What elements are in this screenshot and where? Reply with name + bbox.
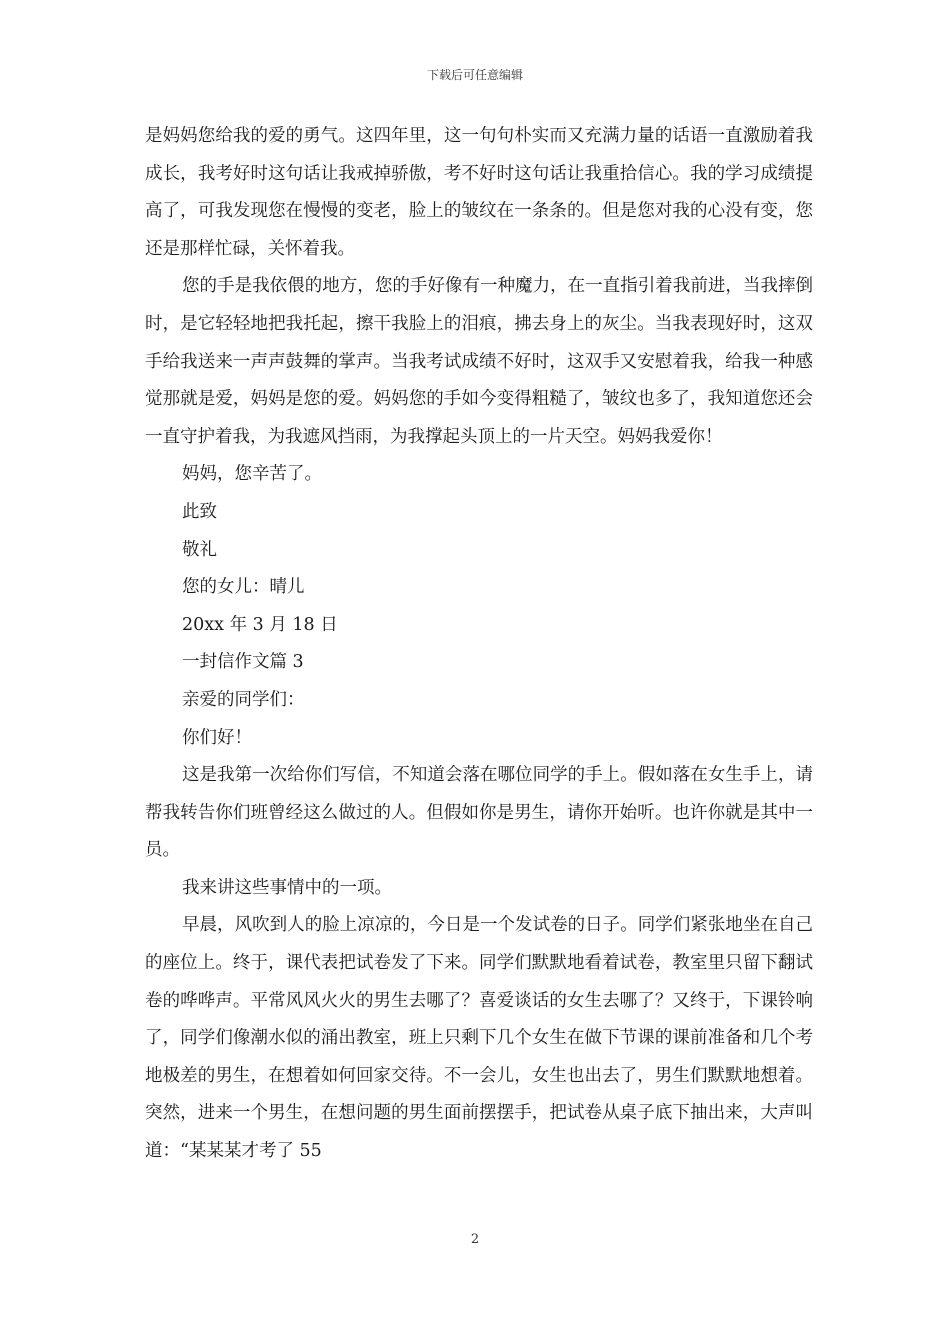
paragraph: 我来讲这些事情中的一项。: [182, 877, 392, 898]
paragraph: 您的手是我依偎的地方，您的手好像有一种魔力，在一直指引着我前进，当我摔倒时，是它轻轻地把我托起，擦干我脸上的泪痕，拂去身上的灰尘。当我表现好时，这双手给我送来一声声鼓舞的掌声。当我考试成绩不好时，这双手又安慰着我，给我一种感觉那就是爱，妈妈是您的爱。妈妈您的手如今变得粗糙了，皱纹也多了，我知道您还会一直守护着我，为我遮风挡雨，为我撑起头顶上的一片天空。妈妈我爱你！: [145, 276, 813, 447]
greeting: 你们好！: [182, 727, 252, 748]
paragraph: 是妈妈您给我的爱的勇气。这四年里，这一句句朴实而又充满力量的话语一直激励着我成长，我考好时这句话让我戒掉骄傲，考不好时这句话让我重拾信心。我的学习成绩提高了，可我发现您在慢慢的变老，脸上的皱纹在一条条的。但是您对我的心没有变，您还是那样忙碌，关怀着我。: [145, 126, 813, 259]
signature: 您的女儿：晴儿: [182, 577, 305, 598]
page-number: 2: [470, 1232, 480, 1247]
closing-line: 此致: [182, 501, 217, 522]
page-header: 下载后可任意编辑: [426, 68, 523, 82]
letter-date: 20xx 年 3 月 18 日: [182, 614, 338, 635]
letter-body: [145, 118, 813, 1171]
paragraph: 这是我第一次给你们写信，不知道会落在哪位同学的手上。假如落在女生手上，请帮我转告你们班曾经这么做过的人。但假如你是男生，请你开始听。也许你就是其中一员。: [145, 765, 813, 861]
closing-salute: 敬礼: [182, 539, 217, 560]
paragraph: 早晨，风吹到人的脸上凉凉的，今日是一个发试卷的日子。同学们紧张地坐在自己的座位上。终于，课代表把试卷发了下来。同学们默默地看着试卷，教室里只留下翻试卷的哗哗声。平常风风火火的男生去哪了？喜爱谈话的女生去哪了？又终于，下课铃响了，同学们像潮水似的涌出教室，班上只剩下几个女生在做下节课的课前准备和几个考地极差的男生，在想着如何回家交待。不一会儿，女生也出去了，男生们默默地想着。突然，进来一个男生，在想问题的男生面前摆摆手，把试卷从桌子底下抽出来，大声叫道：“某某某才考了 55: [145, 915, 813, 1162]
paragraph: 妈妈，您辛苦了。: [182, 464, 322, 485]
section-title: 一封信作文篇 3: [182, 652, 304, 673]
salutation: 亲爱的同学们：: [182, 689, 305, 710]
